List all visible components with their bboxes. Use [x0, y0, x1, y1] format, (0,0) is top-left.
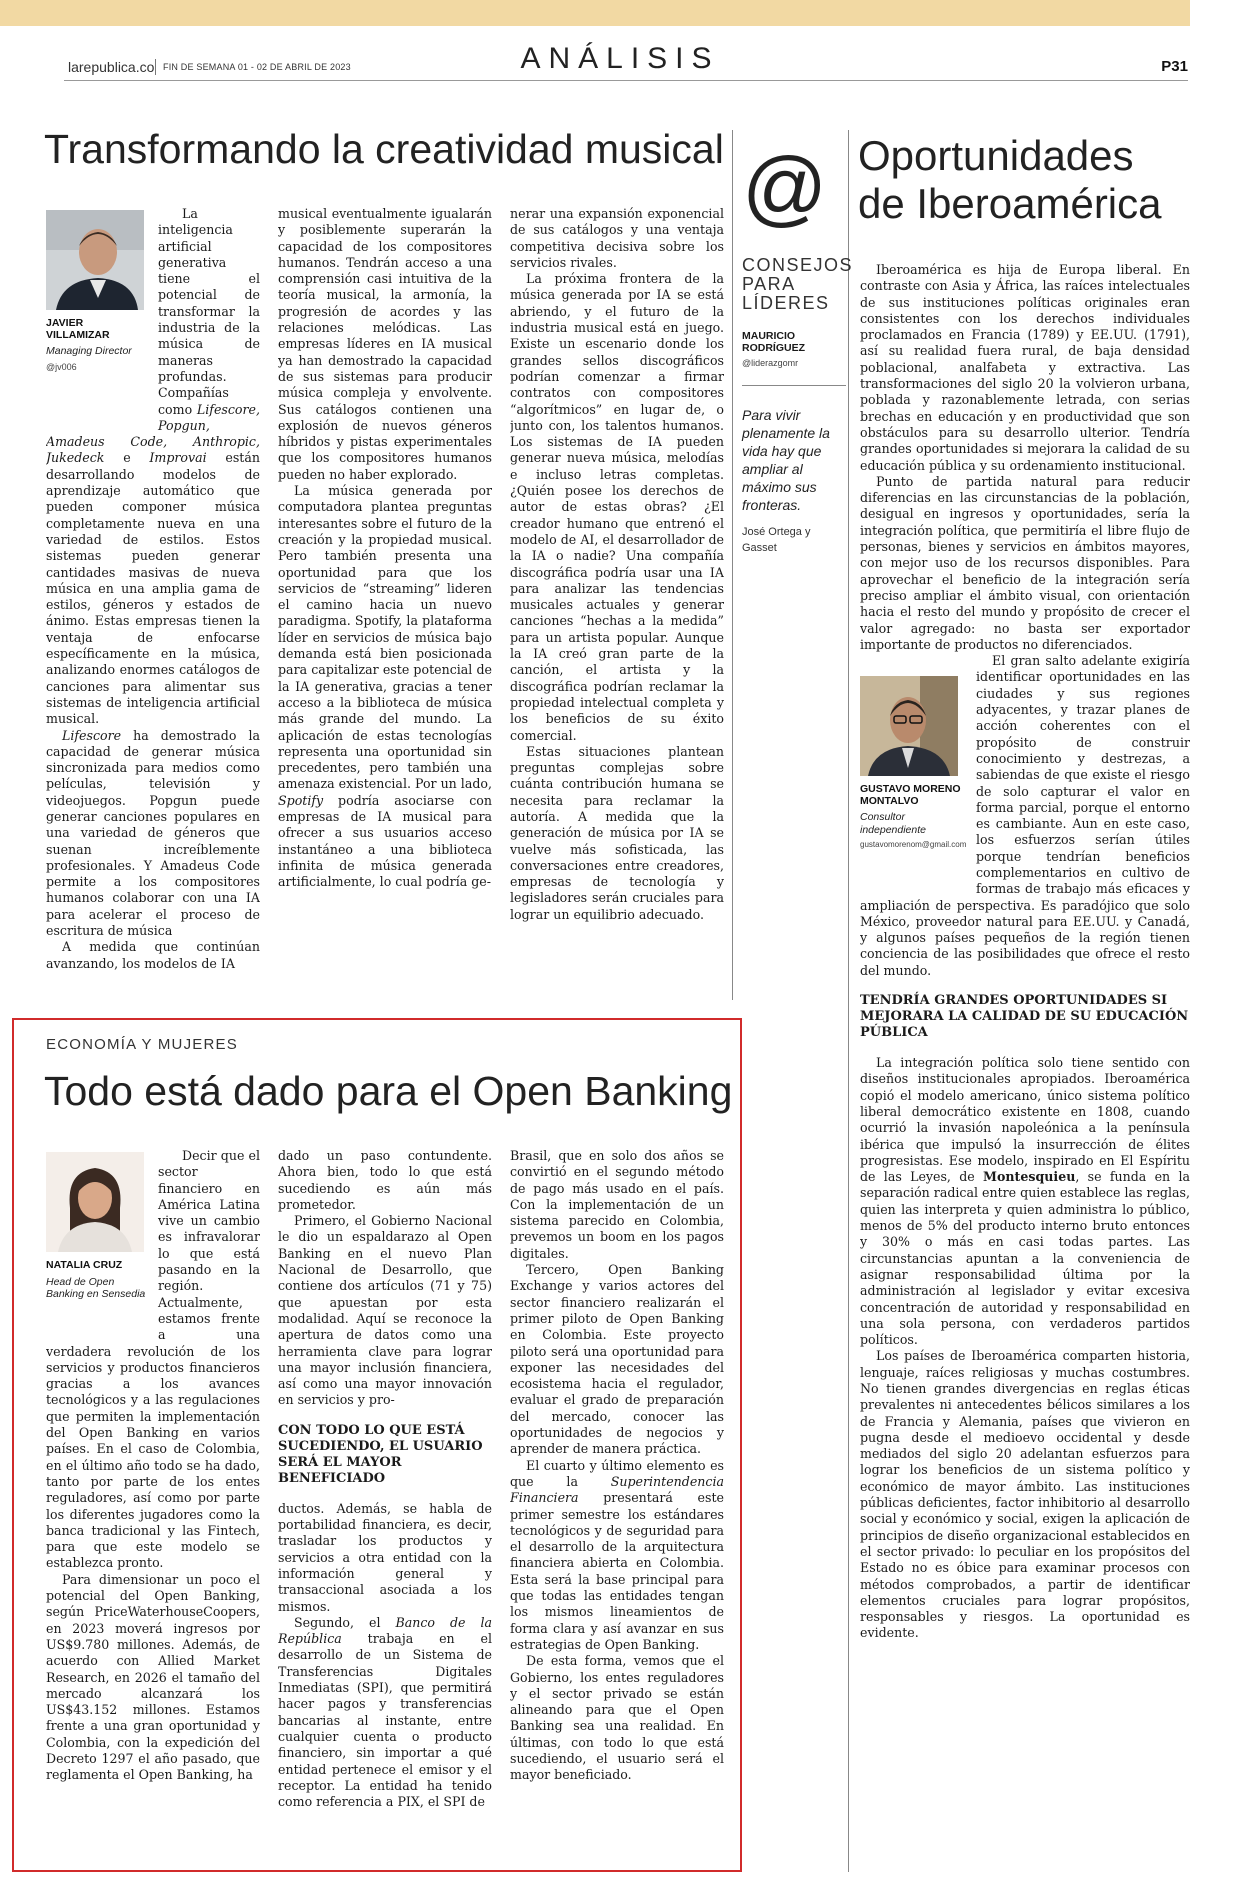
- article3-column-3: Brasil, que en solo dos años se convirtió en el segundo método de pago más usado en el país. Con la implementación de un sistema parecido en Colombia, prevemos un boom en los pagos digitales. Tercero, Open Banking Exchange y varios actores del sector financiero realizarán el primer piloto de Open Banking en Colombia. Este proyecto piloto será una oportunidad para exponer las necesidades del ecosistema hacia el regulador, evaluar el grado de preparación del mercado, conocer las oportunidades de negocios y aprender de manera práctica. El cuarto y último elemento es que la Superintendencia Financiera presentará este primer semestre los estándares tecnológicos y de seguridad para el desarrollo de la arquitectura financiera abierta en Colombia. Esta será la base principal para que todas las entidades tengan los mismos lineamientos de forma clara y así avanzar en sus estrategias de Open Banking. De esta forma, vemos que el Gobierno, los entes reguladores y el sector privado se están alineando para que el Open Banking sea una realidad. En últimas, con todo lo que está sucediendo, el usuario será el mayor beneficiado.: [510, 1148, 724, 1783]
- sidebar-author-name: MAURICIO RODRÍGUEZ: [742, 330, 805, 355]
- article-headline-iberoamerica[interactable]: Oportunidades de Iberoamérica: [858, 132, 1162, 227]
- author-name: JAVIER VILLAMIZAR: [46, 317, 110, 341]
- author-handle: @jv006: [46, 361, 77, 372]
- article2-subhead: TENDRÍA GRANDES OPORTUNIDADES SI MEJORARA LA CALIDAD DE SU EDUCACIÓN PÚBLICA: [860, 993, 1189, 1041]
- author-role: Head de Open Banking en Sensedia: [46, 1275, 146, 1301]
- sidebar-quote: Para vivir plenamente la vida hay que ampliar al máximo sus fronteras.: [742, 407, 830, 513]
- site-name[interactable]: larepublica.co: [68, 59, 155, 75]
- article1-column-2: musical eventualmente igualarán y posiblemente superarán la capacidad de los compositores humanos. Tendrán acceso a una comprensión casi intuitiva de la teoría musical, la armonía, la progresión de acordes y las relaciones melódicas. Las empresas líderes en IA musical ya han demostrado la capacidad de sus sistemas para producir música compleja y envolvente. Sus catálogos contienen una explosión de nuevos géneros híbridos y pistas experimentales que los compositores humanos pueden no haber explorado. La música generada por computadora plantea preguntas interesantes sobre el futuro de la creación y la propiedad musical. Pero también presenta una oportunidad para que los servicios de “streaming” lideren el camino hacia un nuevo paradigma. Spotify, la plataforma líder en servicios de música bajo demanda está bien posicionada para capitalizar este potencial de la IA generativa, gracias a tener acceso a la biblioteca de música más grande del mundo. La aplicación de estas tecnologías representa una oportunidad sin precedentes, pero también una amenaza existencial. Por un lado, Spotify podría asociarse con empresas de IA musical para ofrecer a sus usuarios acceso instantáneo a una biblioteca infinita de música generada artificialmente, lo cual podría ge-: [278, 206, 492, 890]
- author-byline-gustavo: [860, 783, 967, 850]
- sidebar-author-handle: @liderazgomr: [742, 358, 799, 369]
- article3-column-2: dado un paso contundente. Ahora bien, todo lo que está sucediendo es aún más prometedor. Primero, el Gobierno Nacional le dio un espaldarazo al Open Banking en el nuevo Plan Nacional de Desarrollo, que contiene dos artículos (71 y 75) que apuestan por esta modalidad. Aquí se reconoce la apertura de datos como una herramienta clave para lograr una mayor inclusión financiera, así como una mayor innovación en servicios y pro- CON TODO LO QUE ESTÁ SUCEDIENDO, EL USUARIO SERÁ EL MAYOR BENEFICIADO ductos. Además, se habla de portabilidad financiera, es decir, trasladar los productos y servicios a otra entidad con la información general y transaccional asociada a los mismos. Segundo, el Banco de la República trabaja en el desarrollo de un Sistema de Transferencias Digitales Inmediatas (SPI), que permitirá hacer pagos y transferencias bancarias al instante, entre cualquier cuenta o producto financiero, sin importar a qué entidad pertenece el emisor y el receptor. La entidad ha tenido como referencia a PIX, el SPI de: [278, 1148, 492, 1810]
- column-divider-right: [848, 130, 849, 1872]
- article3-column-1: Decir que el sector financiero en América Latina vive un cambio es infravalorar lo que está pasando en la región. Actualmente, estamos frente a una verdadera revolución de los servicios y productos financieros gracias a los avances tecnológicos y a las regulaciones que permiten la implementación del Open Banking en varios países. En el caso de Colombia, en el último año todo se ha dado, tanto por parte de los entes reguladores, así como por parte los diferentes jugadores como la banca tradicional y las Fintech, para que este modelo se establezca pronto. Para dimensionar un poco el potencial del Open Banking, según PriceWaterhouseCoopers, en 2023 moverá ingresos por US$9.780 millones. Además, de acuerdo con Allied Market Research, en 2026 el tamaño del mercado alcanzará los US$43.152 millones. Estamos frente a una gran oportunidad y Colombia, con la expedición del Decreto 1297 el año pasado, que reglamenta el Open Banking, ha: [46, 1148, 260, 1783]
- header-separator: [155, 59, 156, 75]
- sidebar-author: [742, 330, 805, 368]
- page-number: P31: [1161, 58, 1188, 75]
- column-divider-left: [732, 130, 733, 1000]
- article-headline-creatividad[interactable]: Transformando la creatividad musical: [44, 126, 724, 172]
- author-role: Consultor independiente: [860, 811, 926, 836]
- author-email: gustavomorenom@gmail.com: [860, 840, 967, 850]
- sidebar-quote-author: José Ortega y Gasset: [742, 526, 811, 554]
- article3-subhead: CON TODO LO QUE ESTÁ SUCEDIENDO, EL USUARIO SERÁ EL MAYOR BENEFICIADO: [278, 1422, 483, 1486]
- article3-kicker: ECONOMÍA Y MUJERES: [46, 1036, 238, 1053]
- author-name: GUSTAVO MORENO MONTALVO: [860, 783, 961, 807]
- author-name: NATALIA CRUZ: [46, 1259, 123, 1271]
- sidebar-rule: [742, 385, 846, 386]
- article1-column-1: La inteligencia artificial generativa tiene el potencial de transformar la industria de la música de maneras profundas. Compañías como Lifescore, Popgun, Amadeus Code, Anthropic, Jukedeck e Improvai están desarrollando modelos de aprendizaje automático que pueden componer música completamente nueva en una variedad de estilos. Estos sistemas pueden generar cantidades masivas de nueva música en una amplia gama de estilos, géneros y estados de ánimo. Estas empresas tienen la ventaja de enfocarse específicamente en la música, analizando enormes catálogos de canciones para alimentar sus sistemas de inteligencia artificial musical. Lifescore ha demostrado la capacidad de generar música sincronizada para medios como películas, televisión y videojuegos. Popgun puede generar canciones populares en una variedad de géneros que suenan increíblemente profesionales. Y Amadeus Code permite a los compositores humanos colaborar con una IA para acelerar el proceso de escritura de música A medida que continúan avanzando, los modelos de IA: [46, 206, 260, 971]
- issue-date: FIN DE SEMANA 01 - 02 DE ABRIL DE 2023: [163, 62, 351, 72]
- article1-column-3: nerar una expansión exponencial de sus catálogos y una ventaja competitiva decisiva sobre los servicios rivales. La próxima frontera de la música generada por IA se está abriendo, y el futuro de la industria musical está en juego. Existe un escenario donde los grandes sellos discográficos podrían comenzar a firmar contratos con compositores “algorítmicos” en lugar de, o junto con, los talentos humanos. Los sistemas de IA pueden generar nueva música, melodías e incluso letras completas. ¿Quién posee los derechos de autor de estas obras? ¿El creador humano que entrenó el modelo de AI, el desarrollador de la IA o nadie? Una compañía discográfica podría usar una IA para analizar las tendencias musicales actuales y generar canciones “hechas a la medida” para un artista popular. Aunque la IA creó gran parte de la canción, el artista y la discográfica podrían reclamar la propiedad intelectual completa y los beneficios de su éxito comercial. Estas situaciones plantean preguntas complejas sobre cuánta contribución humana se necesita para reclamar la autoría. A medida que la generación de música por IA se vuelve más sofisticada, las conversaciones entre creadores, empresas de tecnología y legisladores serán cruciales para lograr un equilibrio adecuado.: [510, 206, 724, 922]
- header-rule: [64, 80, 1188, 81]
- article-headline-open-banking[interactable]: Todo está dado para el Open Banking: [44, 1068, 733, 1114]
- author-role: Managing Director: [46, 345, 132, 358]
- at-sign-icon: @: [742, 140, 828, 234]
- section-title: ANÁLISIS: [520, 42, 720, 75]
- column-label: CONSEJOS PARA LÍDERES: [742, 255, 854, 313]
- top-color-bar: [0, 0, 1190, 26]
- article2-body: Iberoamérica es hija de Europa liberal. En contraste con Asia y África, las raíces intelectuales de sus instituciones políticas originales eran consistentes con los derechos individuales proclamados en Francia (1789) y EE.UU. (1791), así su realidad fuera rural, de baja densidad poblacional, analfabeta y extractiva. Las transformaciones del siglo 20 la volvieron urbana, poblada y razonablemente letrada, con serias brechas en educación y en productividad que son obstáculos para su desarrollo ulterior. Tendría grandes oportunidades si mejorara la calidad de su educación pública y su ordenamiento institucional. Punto de partida natural para reducir diferencias en las circunstancias de la población, desigual en ingresos y oportunidades, sería la integración política, que permitiría el libre flujo de personas, bienes y servicios en ámbitos mayores, con mejor uso de los recursos disponibles. Para aprovechar el beneficio de la integración sería preciso ampliar el ámbito visual, con orientación hacia el resto del mundo y propósito de crecer el valor agregado: no basta ser exportador importante de productos no diferenciados. El gran salto adelante exigiría identificar oportunidades en las ciudades y sus regiones adyacentes, y trazar planes de acción coherentes con el propósito de construir conocimiento y destrezas, a sabiendas de que existe el riesgo de solo capturar el valor en forma parcial, porque el entorno es cambiante. Aun en este caso, los esfuerzos serían útiles porque tendrían beneficios complementarios en cultivo de formas de trabajo más eficaces y ampliación de perspectiva. Es paradójico que solo México, proveedor natural para EE.UU. y Canadá, y algunos países pequeños de la región tienen conciencia de las posibilidades que ofrece el resto del mundo. TENDRÍA GRANDES OPORTUNIDADES SI MEJORARA LA CALIDAD DE SU EDUCACIÓN PÚBLICA La integración política solo tiene sentido con diseños institucionales apropiados. Iberoamérica copió el modelo americano, único sistema político liberal democrático existente en 1808, cuando ocurrió la invasión napoleónica a la península ibérica que impulsó la insurrección de élites progresistas. Ese modelo, inspirado en El Espíritu de las Leyes, de Montesquieu, se funda en la separación radical entre quien establece las reglas, quien las interpreta y quien administra lo público, menos de 5% del producto interno bruto entonces y 30% o más en casi todas partes. Las circunstancias apuntan a la conveniencia de asignar responsabilidad última por la administración al legislador y evitar excesiva concentración de autoridad y responsabilidad en una sola persona, con verdaderos partidos políticos. Los países de Iberoamérica comparten historia, lenguaje, raíces religiosas y muchas costumbres. No tienen grandes divergencias en reglas éticas prevalentes ni antecedentes bélicos similares a los de Francia y Alemania, países que vivieron en pugna desde el medioevo occidental y desde mediados del siglo 20 adelantan esfuerzos para lograr los beneficios de un sistema político y económico de mayor ámbito. Las instituciones públicas deficientes, factor inhibitorio al desarrollo social y económico y social, exigen la aplicación de principios de diseño organizacional establecidos en el sector privado: lo peculiar en los propósitos del Estado no es óbice para examinar procesos con métodos comprobados, a partir de identificar elementos cruciales para lograr propósitos, responsables y riesgos. La oportunidad es evidente.: [860, 262, 1190, 1641]
